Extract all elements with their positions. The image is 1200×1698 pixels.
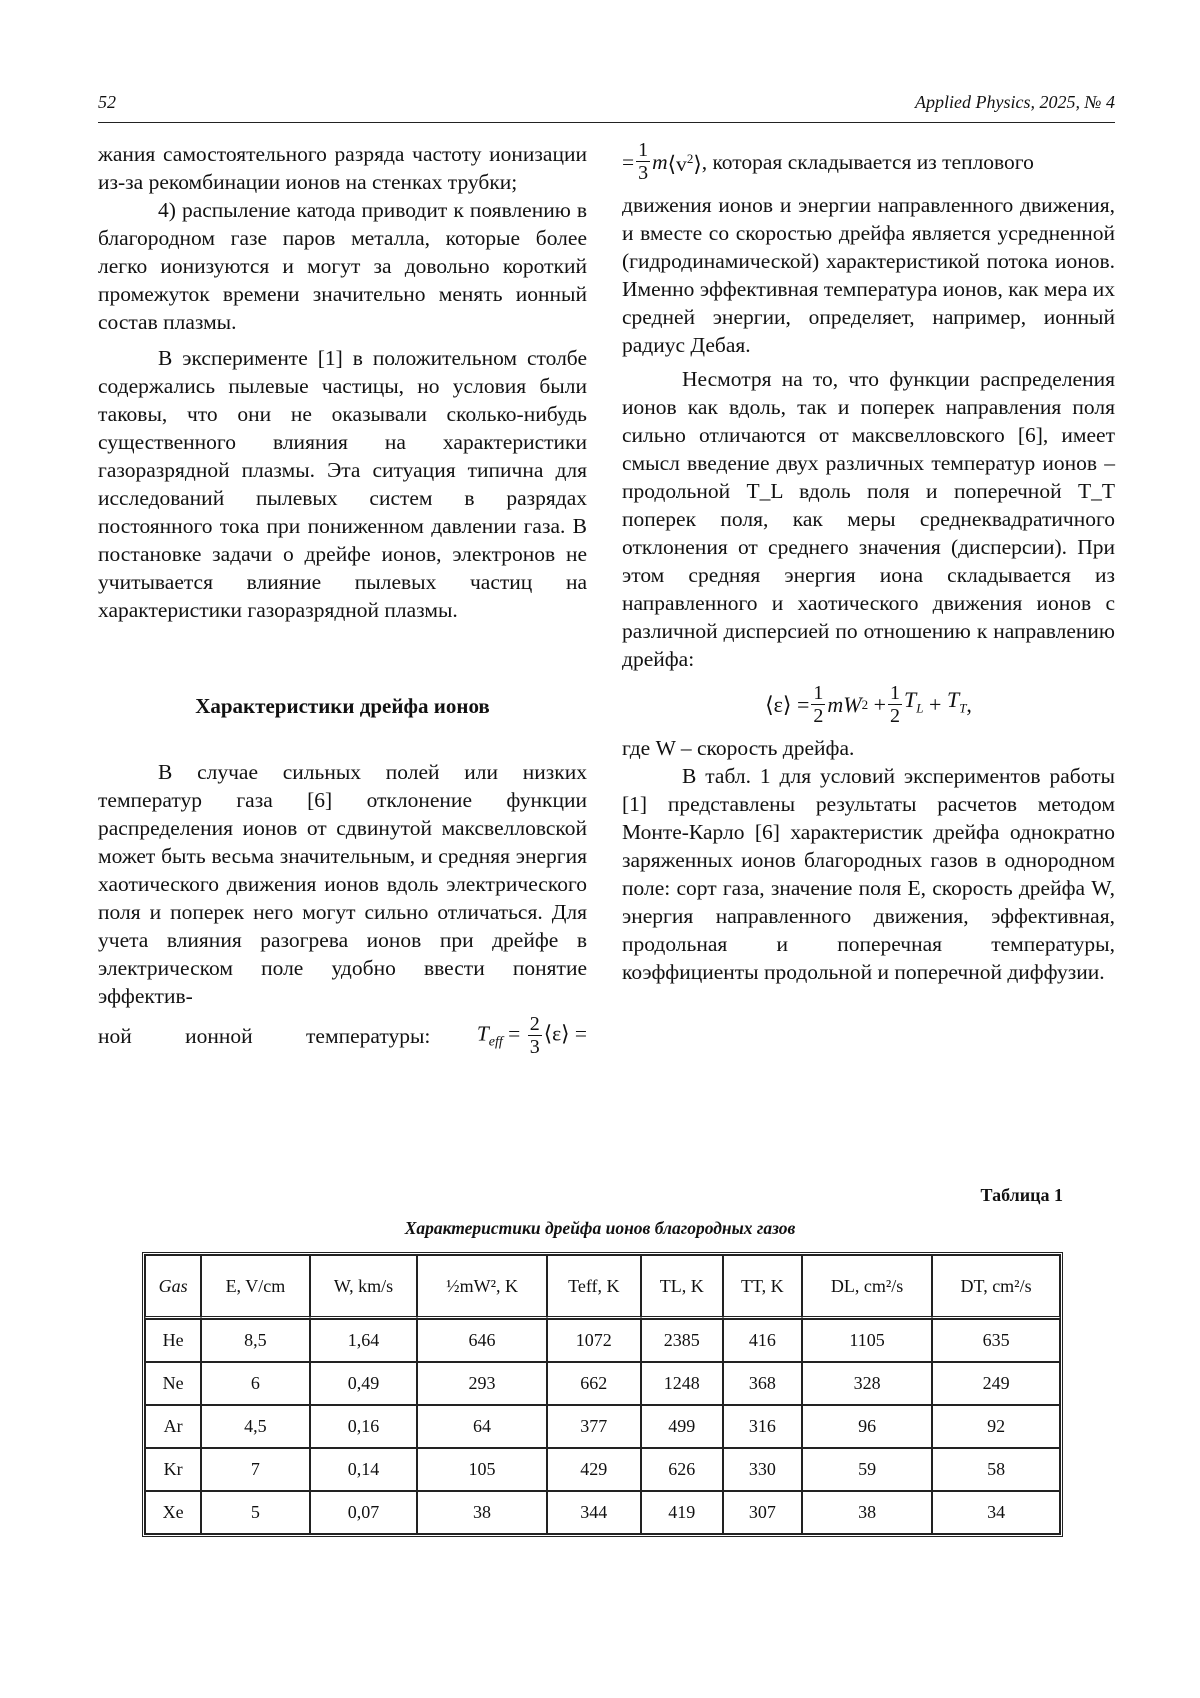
table-title: Характеристики дрейфа ионов благородных газов <box>404 1218 796 1238</box>
table-cell: 64 <box>417 1405 546 1448</box>
table-cell: 8,5 <box>201 1319 309 1362</box>
right-paragraph-1: движения ионов и энергии направленного движения, и вместе со скоростью дрейфа является усредненной (гидродинамической) характеристикой потока ионов. Именно эффективная температура ионов, как мера их средней энергии, определяет, например, ионный радиус Дебая. <box>622 193 1115 357</box>
table-cell: 0,49 <box>310 1362 418 1405</box>
col-tl: TL, K <box>641 1255 723 1319</box>
table-cell: 38 <box>417 1491 546 1534</box>
table-cell: 34 <box>932 1491 1060 1534</box>
table-cell: 344 <box>547 1491 641 1534</box>
right-paragraph-3: В табл. 1 для условий экспериментов работы [1] представлены результаты расчетов методом Монте-Карло [6] характеристик дрейфа однократно заряженных ионов благородных газов в однородном поле: сорт газа, значение поля E, скорость дрейфа W, энергия направленного движения, эффективная, продольная и поперечная температуры, коэффициенты продольной и поперечной диффузии. <box>622 764 1115 984</box>
section-heading: Характеристики дрейфа ионов <box>195 694 490 718</box>
table-cell: 419 <box>641 1491 723 1534</box>
teff-line <box>98 1014 587 1057</box>
table-cell: 377 <box>547 1405 641 1448</box>
table-cell: 6 <box>201 1362 309 1405</box>
page-header <box>98 92 1115 123</box>
table-cell: 368 <box>723 1362 802 1405</box>
table-cell: Ar <box>145 1405 201 1448</box>
table-cell: 646 <box>417 1319 546 1362</box>
table-row <box>145 1319 1060 1362</box>
table-cell: 1105 <box>802 1319 932 1362</box>
table-cell: He <box>145 1319 201 1362</box>
table-cell: 2385 <box>641 1319 723 1362</box>
table-cell: 1072 <box>547 1319 641 1362</box>
table-cell: Kr <box>145 1448 201 1491</box>
table-cell: 249 <box>932 1362 1060 1405</box>
col-drift-speed: W, km/s <box>310 1255 418 1319</box>
table-header-row <box>145 1255 1060 1319</box>
table-row <box>145 1491 1060 1534</box>
table-cell: 307 <box>723 1491 802 1534</box>
left-paragraph-3: В эксперименте [1] в положительном столбе содержались пылевые частицы, но условия были таковы, что они не оказывали сколько-нибудь существенного влияния на характеристики газоразрядной плазмы. Эта ситуация типична для исследований пылевых систем в разрядах постоянного тока при пониженном давлении газа. В постановке задачи о дрейфе ионов, электронов не учитывается влияние пылевых частиц на характеристики газоразрядной плазмы. <box>98 346 587 622</box>
table-cell: 626 <box>641 1448 723 1491</box>
table-cell: 0,16 <box>310 1405 418 1448</box>
page-number: 52 <box>98 92 116 112</box>
left-paragraph-4: В случае сильных полей или низких температур газа [6] отклонение функции распределения ионов от сдвинутой максвелловской может быть весьма значительным, и средняя энергия хаотического движения ионов вдоль электрического поля и поперек него могут сильно отличаться. Для учета влияния разогрева ионов при дрейфе в электрическом поле удобно ввести понятие эффектив- <box>98 760 587 1008</box>
journal-name: Applied Physics, 2025, № 4 <box>915 92 1115 112</box>
right-paragraph-2: Несмотря на то, что функции распределения ионов как вдоль, так и поперек направления поля сильно отличаются от максвелловского [6], имеет смысл введение двух различных температур ионов – продольной T_L вдоль поля и поперечной T_T поперек поля, как меры среднеквадратичного отклонения от среднего значения (дисперсии). При этом средняя энергия иона складывается из направленного и хаотического движения ионов с различной дисперсией по отношению к направлению дрейфа: <box>622 367 1115 671</box>
formula-continuation: = $\frac{1}{3}$ m $⟨v^2⟩$ , которая складывается из теплового <box>622 139 1034 184</box>
table-cell: 1,64 <box>310 1319 418 1362</box>
table-row <box>145 1448 1060 1491</box>
teff-prefix: ной ионной температуры: <box>98 1023 431 1048</box>
table-cell: 58 <box>932 1448 1060 1491</box>
formula-tail: , которая складывается из теплового <box>701 149 1034 174</box>
col-gas: Gas <box>145 1255 201 1319</box>
table-cell: 316 <box>723 1405 802 1448</box>
table-cell: 96 <box>802 1405 932 1448</box>
data-table <box>142 1252 1063 1537</box>
table-label: Таблица 1 <box>980 1185 1063 1205</box>
teff-formula: $T_{eff}$ = $\frac{2}{3}$ ⟨ε⟩ = <box>476 1013 587 1058</box>
table-row <box>145 1362 1060 1405</box>
table-row <box>145 1405 1060 1448</box>
energy-equation: ⟨ε⟩ = $\frac{1}{2}$ mW 2 + $\frac{1}{2}$ $T_L$ + $T_T$ , <box>765 682 972 727</box>
col-field: E, V/cm <box>201 1255 309 1319</box>
table-cell: 662 <box>547 1362 641 1405</box>
col-teff: Teff, K <box>547 1255 641 1319</box>
col-directed-energy: ½mW², K <box>417 1255 546 1319</box>
table-cell: 92 <box>932 1405 1060 1448</box>
table-cell: 1248 <box>641 1362 723 1405</box>
where-line: где W – скорость дрейфа. <box>622 736 855 760</box>
table-cell: 429 <box>547 1448 641 1491</box>
table-cell: 293 <box>417 1362 546 1405</box>
table-cell: 7 <box>201 1448 309 1491</box>
table-cell: 0,14 <box>310 1448 418 1491</box>
col-dl: DL, cm²/s <box>802 1255 932 1319</box>
table-cell: Ne <box>145 1362 201 1405</box>
table-cell: Xe <box>145 1491 201 1534</box>
table-cell: 330 <box>723 1448 802 1491</box>
left-paragraph-2: 4) распыление катода приводит к появлению в благородном газе паров металла, которые более легко ионизуются и могут за довольно короткий промежуток времени значительно менять ионный состав плазмы. <box>98 198 587 334</box>
table-cell: 635 <box>932 1319 1060 1362</box>
table-cell: 328 <box>802 1362 932 1405</box>
col-tt: TT, K <box>723 1255 802 1319</box>
table-cell: 0,07 <box>310 1491 418 1534</box>
table-cell: 416 <box>723 1319 802 1362</box>
col-dt: DT, cm²/s <box>932 1255 1060 1319</box>
left-column <box>98 140 587 1057</box>
table-cell: 5 <box>201 1491 309 1534</box>
table-cell: 38 <box>802 1491 932 1534</box>
right-column <box>622 140 1115 986</box>
left-paragraph-1: жания самостоятельного разряда частоту ионизации из-за рекомбинации ионов на стенках трубки; <box>98 142 587 194</box>
table-cell: 499 <box>641 1405 723 1448</box>
table-cell: 4,5 <box>201 1405 309 1448</box>
table-cell: 59 <box>802 1448 932 1491</box>
table-cell: 105 <box>417 1448 546 1491</box>
